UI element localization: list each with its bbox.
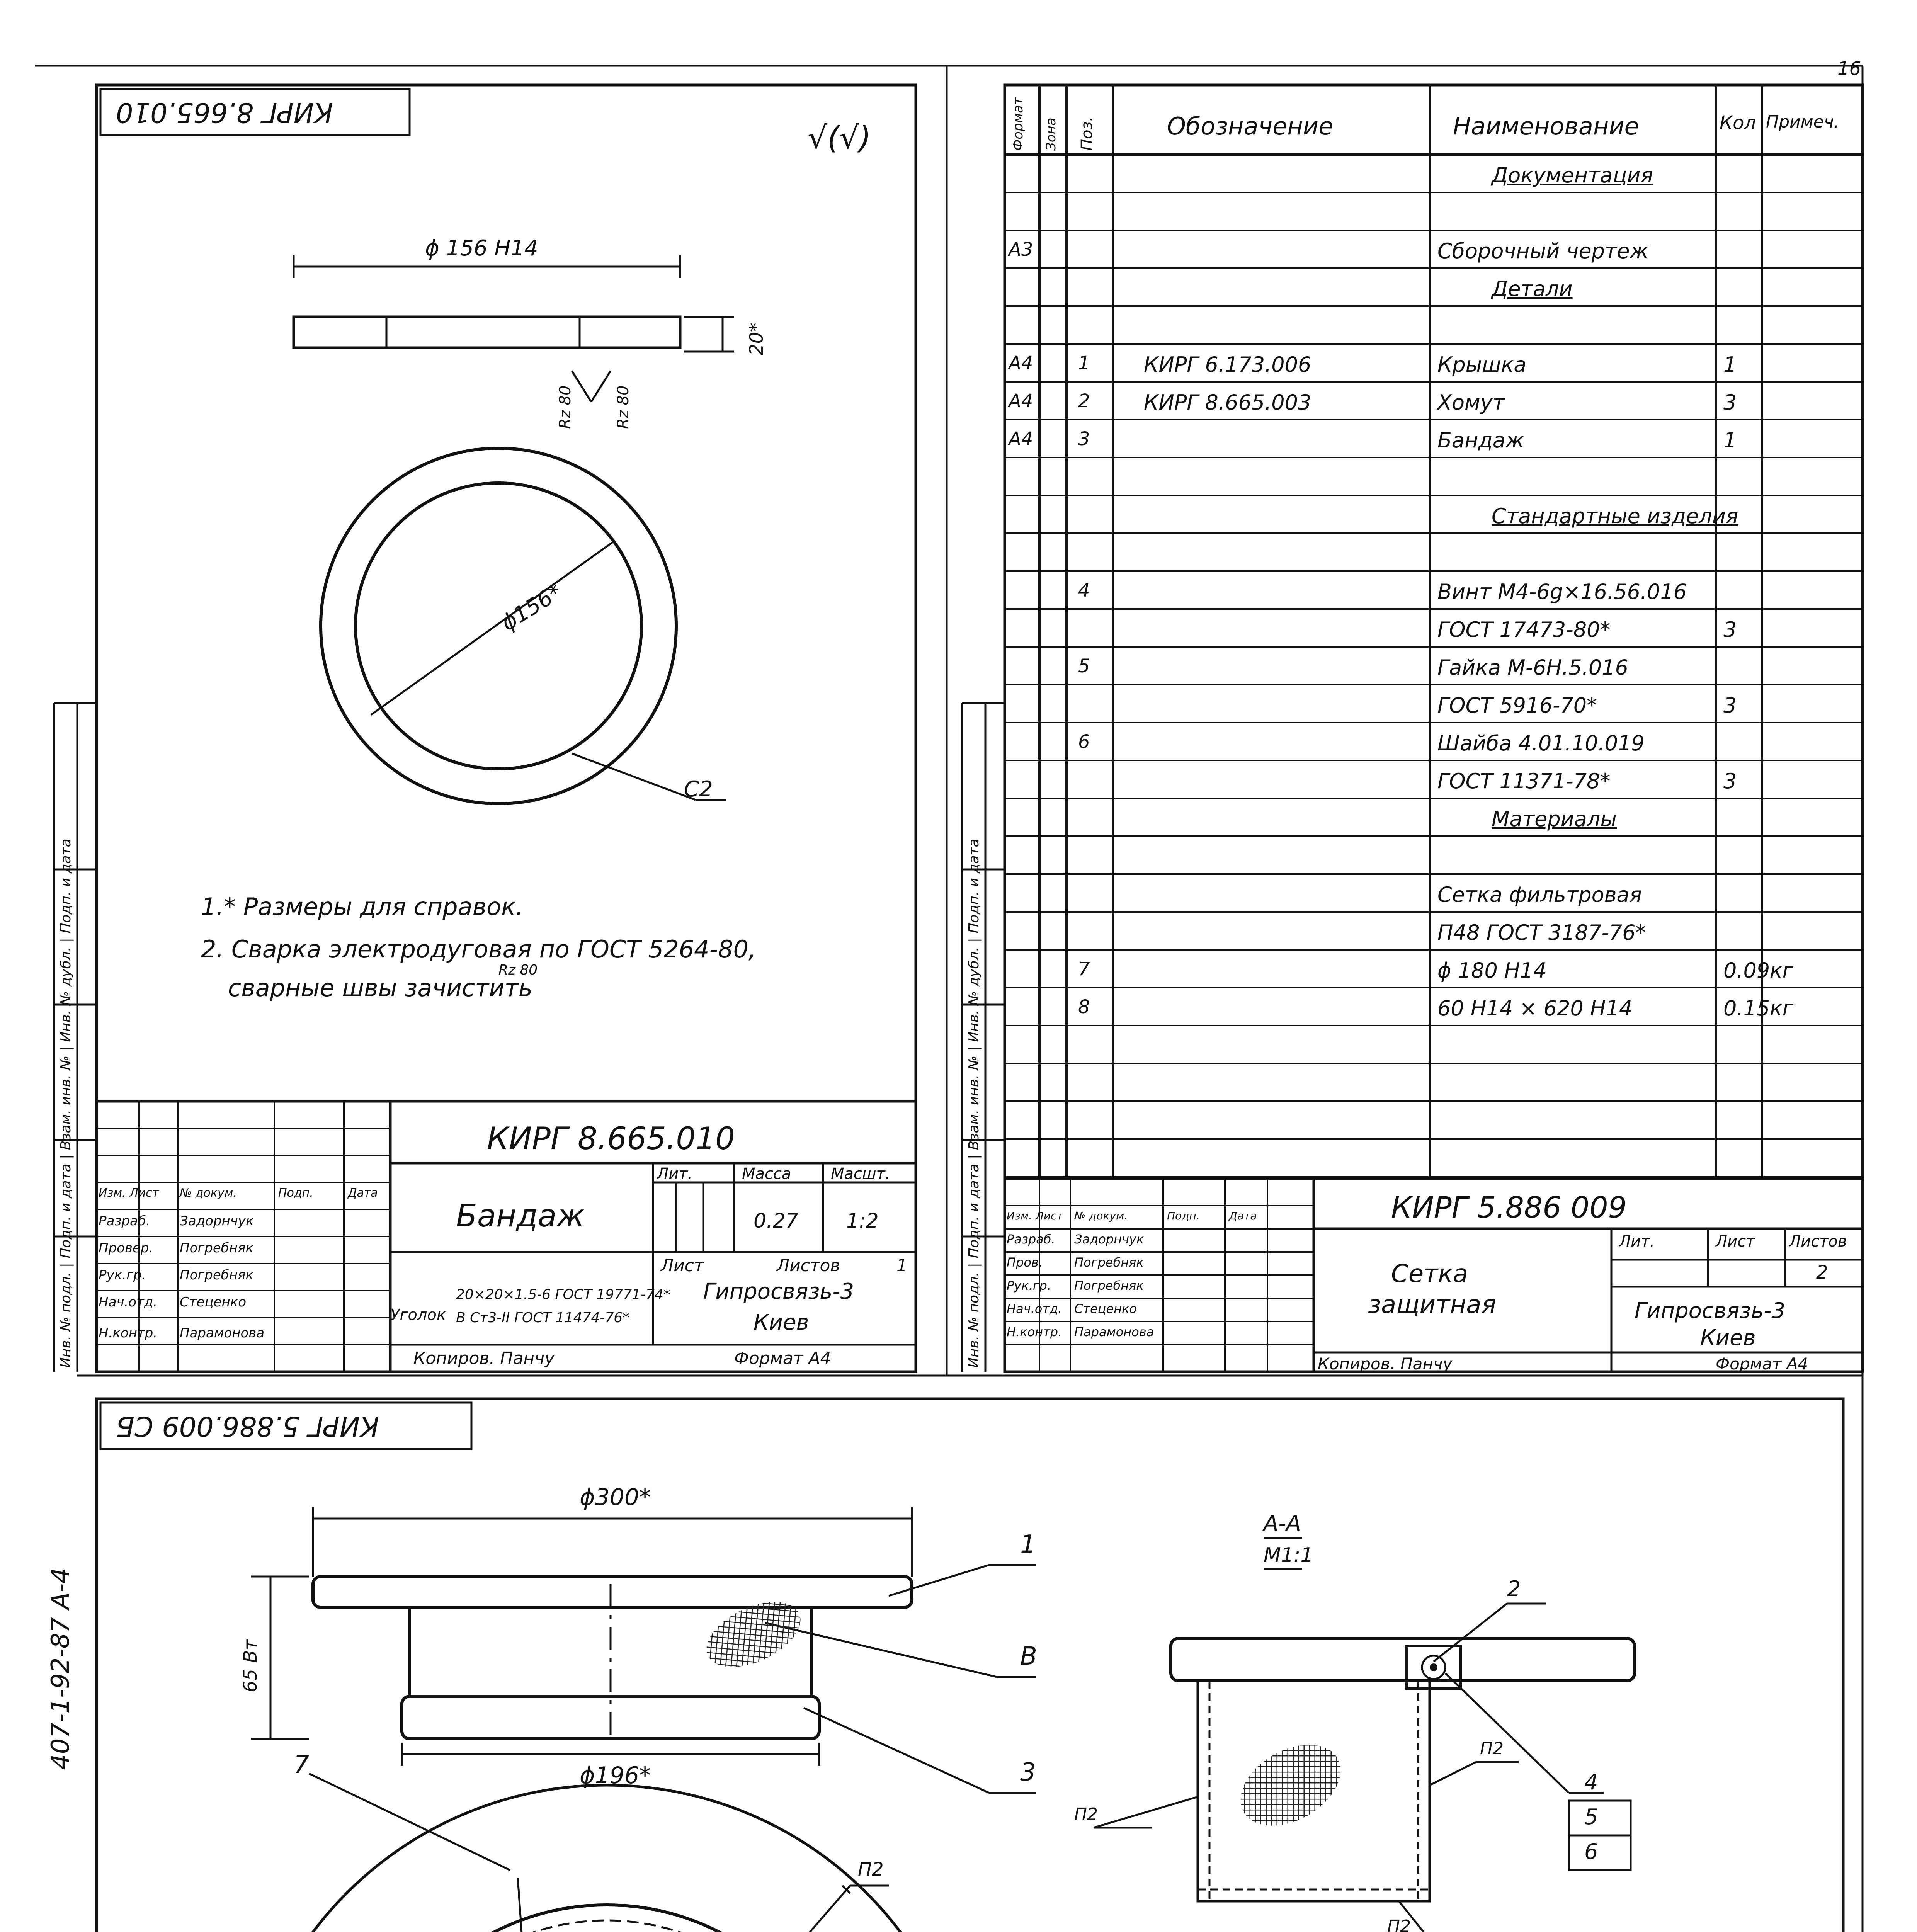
spec-cell-name: Материалы [1492, 807, 1617, 831]
spec-cell-name: Винт М4-6g×16.56.016 [1437, 580, 1687, 604]
sheet-label: Лист [661, 1256, 704, 1276]
spec-cell-pos: 5 [1078, 655, 1090, 677]
spec-cell-qty: 3 [1723, 617, 1737, 642]
stamp-rotated: КИРГ 5.886.009 СБ [116, 1410, 379, 1442]
weld-mark: С2 [684, 777, 713, 802]
staff-name: Задорнчук [180, 1213, 254, 1229]
staff-role: Н.контр. [1007, 1325, 1062, 1339]
section-scale: М1:1 [1264, 1544, 1313, 1567]
spec-cell-format: А4 [1009, 352, 1033, 374]
spec-cell-name: Крышка [1437, 352, 1527, 377]
org-city: Киев [1700, 1325, 1756, 1350]
mesh-hatch-front [697, 1589, 811, 1680]
material-3: В Ст3-II ГОСТ 11474-76* [456, 1310, 630, 1326]
note-1: 1.* Размеры для справок. [201, 893, 524, 921]
header-format: Формат [1010, 97, 1026, 151]
spec-cell-name: Документация [1492, 163, 1653, 187]
stamp-rotated: КИРГ 8.665.010 [116, 97, 333, 128]
spec-cell-qty: 3 [1723, 390, 1737, 415]
spec-cell-qty: 1 [1723, 428, 1737, 452]
spec-cell-pos: 2 [1078, 390, 1090, 412]
spec-cell-pos: 4 [1078, 580, 1090, 601]
dim-diameter: ϕ 156 Н14 [425, 236, 538, 261]
staff-name: Погребняк [1074, 1278, 1144, 1293]
staff-role: Разраб. [99, 1213, 150, 1229]
spec-cell-qty: 0.09 [1723, 958, 1770, 983]
section-label: А-А [1264, 1511, 1301, 1536]
spec-cell-name: ГОСТ 17473-80* [1437, 617, 1611, 642]
staff-name: Задорнчук [1074, 1232, 1144, 1247]
spec-cell-name: Хомут [1437, 390, 1505, 415]
staff-name: Погребняк [1074, 1255, 1144, 1270]
section-callout-6: 6 [1584, 1839, 1598, 1864]
spec-cell-name: Шайба 4.01.10.019 [1437, 731, 1645, 755]
staff-name: Парамонова [180, 1325, 265, 1341]
staff-sign: Подп. [1167, 1209, 1200, 1222]
staff-name: Стеценко [1074, 1301, 1137, 1316]
title-name-2: защитная [1368, 1291, 1496, 1319]
scale-value: 1:2 [846, 1209, 879, 1233]
staff-role: Разраб. [1007, 1232, 1055, 1247]
plan-callout-7: 7 [294, 1750, 310, 1779]
spec-cell-name: Бандаж [1437, 428, 1524, 452]
staff-sign: Подп. [278, 1186, 313, 1200]
staff-role: Рук.гр. [99, 1267, 146, 1283]
dim-top: ϕ300* [580, 1484, 651, 1511]
staff-role: Нач.отд. [1007, 1301, 1062, 1316]
spec-cell-note: кг [1770, 958, 1793, 983]
mesh-hatch-section [1226, 1728, 1355, 1842]
title-name: Бандаж [456, 1198, 585, 1234]
staff-name: Погребняк [180, 1240, 253, 1256]
weld-mark: П2 [1074, 1804, 1098, 1824]
plan-weld: П2 [858, 1859, 884, 1880]
spec-cell-designation: КИРГ 8.665.003 [1144, 390, 1311, 415]
spec-cell-pos: 3 [1078, 428, 1090, 450]
section-callout-4: 4 [1584, 1770, 1598, 1795]
staff-role: Н.контр. [99, 1325, 158, 1341]
note-2: 2. Сварка электродуговая по ГОСТ 5264-80, [201, 935, 756, 963]
spec-cell-designation: КИРГ 6.173.006 [1144, 352, 1311, 377]
col-lit: Лит. [657, 1165, 693, 1183]
spec-cell-name: ГОСТ 11371-78* [1437, 769, 1611, 793]
header-pos: Поз. [1078, 116, 1096, 151]
staff-role: Пров. [1007, 1255, 1043, 1270]
staff-role: Рук.гр. [1007, 1278, 1051, 1293]
copied-by: Копиров. Панчу [1318, 1354, 1453, 1373]
staff-date: Дата [1229, 1209, 1257, 1222]
note-rz: Rz 80 [498, 962, 538, 978]
spec-cell-note: кг [1770, 996, 1793, 1020]
org-name: Гипросвязь-3 [703, 1279, 854, 1304]
staff-role: Изм. Лист [99, 1186, 159, 1200]
doc-number: 407-1-92-87 А-4 [46, 1568, 75, 1770]
staff-name: Погребняк [180, 1267, 253, 1283]
title-code: КИРГ 8.665.010 [487, 1121, 735, 1156]
format-label: Формат А4 [1716, 1354, 1808, 1373]
section-callout-5: 5 [1584, 1804, 1598, 1830]
callout-3: 3 [1020, 1758, 1036, 1787]
spec-cell-name: Сетка фильтровая [1437, 883, 1642, 907]
spec-cell-qty: 0.15 [1723, 996, 1770, 1020]
roughness-mark: √(√) [808, 120, 871, 156]
spec-cell-name: ГОСТ 5916-70* [1437, 693, 1597, 718]
note-3: сварные швы зачистить [228, 974, 533, 1002]
staff-date: Дата [348, 1186, 378, 1200]
spec-cell-qty: 3 [1723, 693, 1737, 718]
col-mass: Масса [742, 1165, 791, 1183]
page-number: 16 [1837, 58, 1861, 80]
dim-height: 65 Вт [240, 1639, 261, 1692]
spec-cell-pos: 1 [1078, 352, 1090, 374]
col-sheets: Листов [1789, 1233, 1847, 1250]
spec-cell-name: 60 Н14 × 620 Н14 [1437, 996, 1633, 1020]
title-code: КИРГ 5.886 009 [1391, 1190, 1627, 1225]
spec-cell-format: А4 [1009, 428, 1033, 450]
org-name: Гипросвязь-3 [1635, 1298, 1786, 1323]
org-city: Киев [754, 1310, 809, 1335]
header-note: Примеч. [1766, 112, 1839, 132]
dim-bottom: ϕ196* [580, 1762, 651, 1789]
spec-cell-name: Гайка М-6Н.5.016 [1437, 655, 1628, 680]
callout-b: В [1020, 1642, 1037, 1671]
format-label: Формат А4 [734, 1349, 831, 1368]
spec-cell-format: А3 [1009, 239, 1033, 260]
spec-cell-pos: 6 [1078, 731, 1090, 753]
spec-cell-qty: 1 [1723, 352, 1737, 377]
side-labels-sheet2: Инв. № подл. | Подп. и дата | Взам. инв. № | Инв. № дубл. | Подп. и дата [966, 838, 982, 1368]
spec-cell-pos: 8 [1078, 996, 1090, 1018]
weld-mark: П2 [1387, 1917, 1411, 1932]
rz-right: Rz 80 [614, 385, 632, 429]
spec-cell-name: Сборочный чертеж [1437, 239, 1649, 263]
side-labels-sheet1: Инв. № подл. | Подп. и дата | Взам. инв. № | Инв. № дубл. | Подп. и дата [58, 838, 74, 1368]
material-2: 20×20×1.5-6 ГОСТ 19771-74* [456, 1287, 670, 1303]
rz-left: Rz 80 [556, 385, 574, 429]
spec-cell-pos: 7 [1078, 958, 1090, 980]
staff-role: Провер. [99, 1240, 153, 1256]
spec-cell-name: П48 ГОСТ 3187-76* [1437, 920, 1646, 945]
header-zone: Зона [1043, 117, 1059, 151]
col-sheet: Лист [1716, 1233, 1755, 1250]
staff-name: Стеценко [180, 1294, 247, 1310]
header-qty: Кол [1720, 112, 1756, 134]
material-1: Уголок [390, 1306, 446, 1324]
title-name-1: Сетка [1391, 1260, 1468, 1288]
header-designation: Обозначение [1167, 112, 1334, 140]
spec-cell-qty: 3 [1723, 769, 1737, 793]
staff-name: № докум. [1074, 1209, 1128, 1222]
spec-cell-format: А4 [1009, 390, 1033, 412]
sheets-count: 2 [1816, 1262, 1828, 1283]
spec-cell-name: Детали [1492, 277, 1573, 301]
col-scale: Масшт. [831, 1165, 890, 1183]
header-name: Наименование [1453, 112, 1639, 140]
copied-by: Копиров. Панчу [413, 1349, 555, 1368]
section-callout-2: 2 [1507, 1577, 1521, 1602]
dim-height: 20* [746, 322, 767, 355]
spec-cell-name: ϕ 180 Н14 [1437, 958, 1547, 983]
mass-value: 0.27 [754, 1209, 798, 1233]
staff-role: Изм. Лист [1007, 1209, 1063, 1222]
col-lit: Лит. [1619, 1233, 1655, 1250]
callout-1: 1 [1020, 1530, 1036, 1559]
sheets-count: 1 [896, 1256, 907, 1276]
weld-mark: П2 [1480, 1739, 1504, 1759]
staff-role: Нач.отд. [99, 1294, 158, 1310]
sheets-label: Листов [777, 1256, 840, 1276]
spec-cell-name: Стандартные изделия [1492, 504, 1738, 528]
dim-inner: ϕ156* [497, 579, 566, 636]
staff-name: Парамонова [1074, 1325, 1154, 1339]
staff-name: № докум. [180, 1186, 237, 1200]
